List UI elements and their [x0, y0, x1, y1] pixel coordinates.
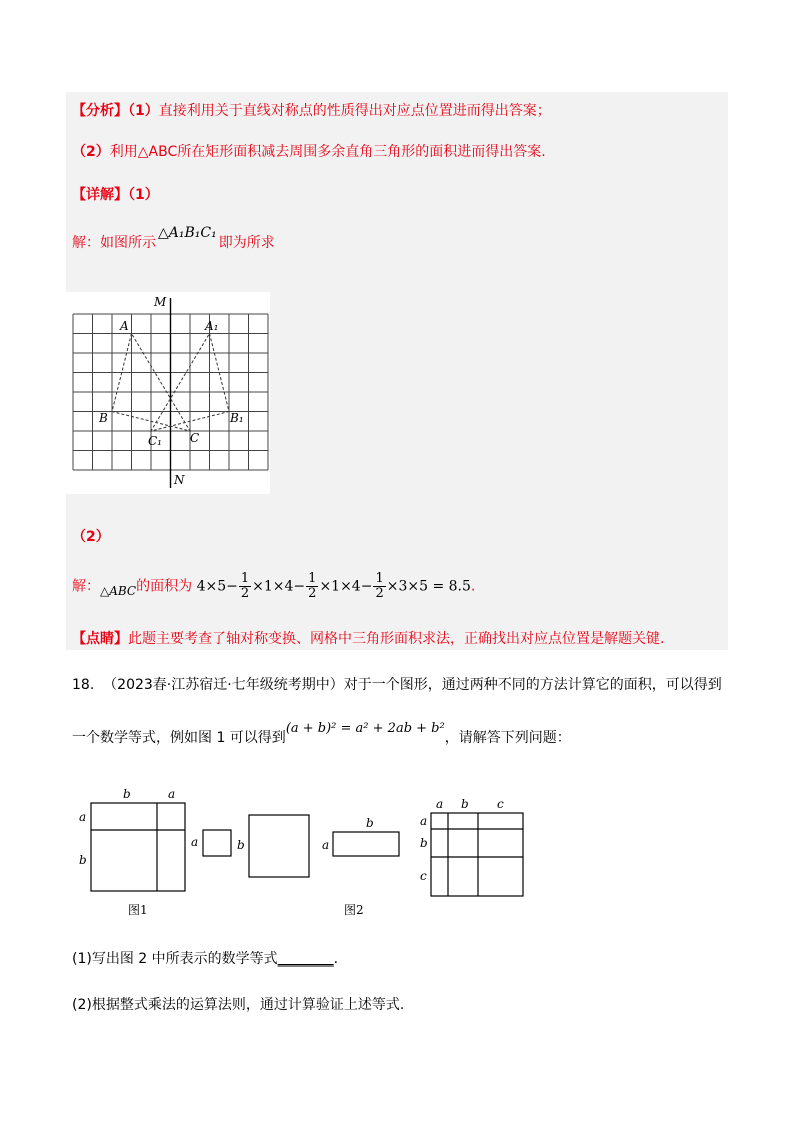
analysis-line-2: [72, 141, 546, 161]
fig2-label-a-small: a: [191, 835, 199, 849]
solution-prefix: 解：如图所示: [72, 235, 156, 251]
analysis-item2-num: （2）: [72, 144, 110, 160]
fig3-label-c-top: c: [497, 797, 504, 811]
fraction-half-3: $\frac{1}{2}$: [375, 571, 384, 601]
label-n: N: [174, 473, 185, 487]
fig1-label-a-top: a: [168, 787, 176, 801]
question-text-1: 对于一个图形，通过两种不同的方法计算它的面积，可以得到: [343, 677, 722, 693]
label-b: B: [99, 411, 108, 425]
label-a1: A₁: [205, 319, 219, 333]
label-a: A: [120, 319, 129, 333]
fig1-label-a-side: a: [79, 810, 87, 824]
comment-text: 此题主要考查了轴对称变换、网格中三角形面积求法，正确找出对应点位置是解题关键.: [128, 631, 665, 647]
fig2-rectangle: [333, 832, 399, 856]
solution2-mid: 的面积为: [136, 578, 193, 595]
detail-solution-2: [72, 572, 475, 601]
solution-suffix: 即为所求: [218, 235, 275, 251]
fig-three-by-three: [431, 813, 523, 896]
question-line-2: [72, 721, 571, 747]
analysis-item1-num: （1）: [128, 103, 159, 119]
formula-term-3: ×3×5 = 8.5: [386, 578, 471, 595]
area-figures: [70, 782, 540, 922]
question-number: 18.: [72, 677, 95, 693]
subquestion-1: [72, 948, 338, 968]
fig1-caption: 图1: [128, 903, 148, 917]
analysis-line-1: [72, 100, 551, 120]
fig2-label-b-rect: b: [366, 816, 374, 830]
detail-line-1: [72, 184, 159, 204]
fig1-outer-square: [91, 803, 185, 891]
comment-tag: 【点睛】: [72, 631, 128, 647]
detail-part1-num: （1）: [128, 187, 159, 203]
analysis-item1-text: 直接利用关于直线对称点的性质得出对应点位置进而得出答案；: [158, 103, 551, 119]
analysis-tag: 【分析】: [72, 103, 128, 119]
subquestion-2: [72, 994, 404, 1014]
detail-solution-1: [72, 225, 275, 252]
fig3-label-b-top: b: [461, 797, 469, 811]
formula-term-2: ×1×4−: [319, 578, 373, 595]
fig2-label-a-rect: a: [322, 838, 330, 852]
fraction-half-2: $\frac{1}{2}$: [308, 571, 317, 601]
fig3-label-a-top: a: [436, 797, 444, 811]
fraction-half-1: $\frac{1}{2}$: [240, 571, 250, 601]
solution2-end: .: [470, 578, 476, 595]
fig3-label-b-side: b: [420, 836, 428, 850]
fig2-caption: 图2: [344, 903, 364, 917]
fig2-small-square: [203, 830, 231, 856]
solution2-prefix: 解：: [72, 578, 100, 595]
subquestion-2-text: (2)根据整式乘法的运算法则，通过计算验证上述等式.: [72, 997, 405, 1013]
question-source: （2023春·江苏宿迁·七年级统考期中）: [103, 677, 344, 693]
fig1-label-b-side: b: [79, 853, 87, 867]
analysis-item2-text: 利用△ABC所在矩形面积减去周围多余直角三角形的面积进而得出答案.: [109, 144, 546, 160]
fig2-label-b-large: b: [237, 838, 245, 852]
formula-lead: 4×5−: [196, 578, 238, 595]
question-text-2-suffix: ，请解答下列问题：: [444, 730, 571, 746]
label-c1: C₁: [148, 434, 162, 448]
answer-blank[interactable]: ________: [277, 951, 334, 967]
question-line-1: [72, 674, 722, 694]
detail-tag: 【详解】: [72, 187, 128, 203]
detail-part2: [72, 526, 110, 546]
subquestion-1-text: (1)写出图 2 中所表示的数学等式: [72, 951, 278, 967]
subquestion-1-end: .: [333, 951, 339, 967]
triangle-abc-label: △ABC: [100, 583, 137, 598]
label-c: C: [190, 431, 200, 445]
identity-formula: (a + b)² = a² + 2ab + b²: [285, 721, 445, 736]
fig2-large-square: [249, 815, 309, 877]
comment-line: [72, 628, 664, 648]
formula-term-1: ×1×4−: [252, 578, 306, 595]
fig3-label-c-side: c: [420, 869, 427, 883]
fig1-label-b-top: b: [123, 787, 131, 801]
detail-part2-num: （2）: [72, 529, 110, 545]
question-text-2-prefix: 一个数学等式，例如图 1 可以得到: [72, 730, 286, 746]
triangle-a1b1c1: △A₁B₁C₁: [158, 225, 217, 241]
fig3-label-a-side: a: [420, 814, 428, 828]
grid-figure: [66, 292, 270, 494]
label-m: M: [154, 295, 167, 309]
label-b1: B₁: [230, 411, 244, 425]
